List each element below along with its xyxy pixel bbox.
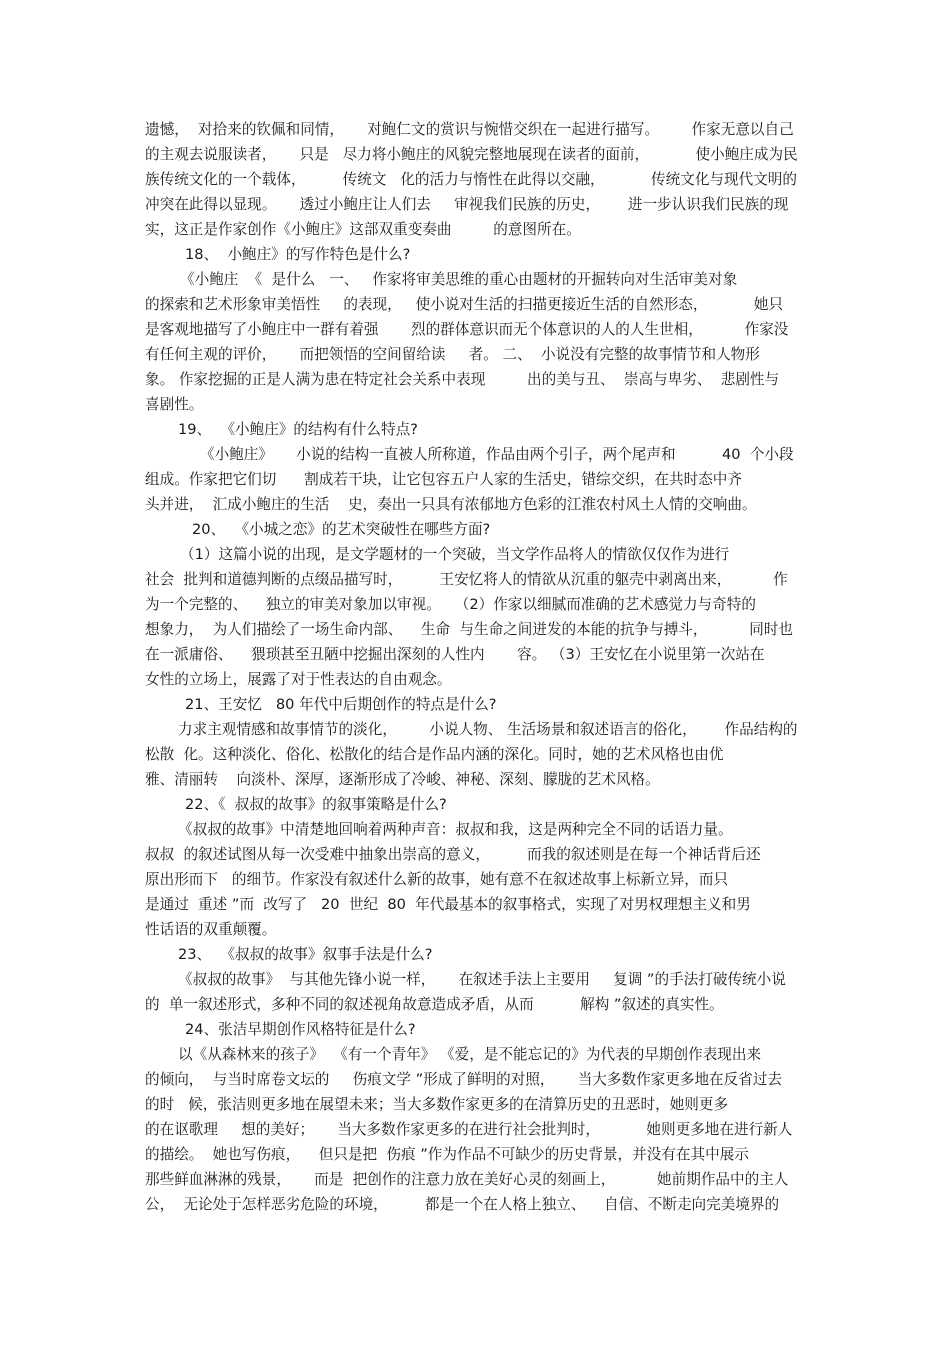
text-line: 松散 化。这种淡化、俗化、松散化的结合是作品内涵的深化。同时，她的艺术风格也由优: [145, 746, 724, 763]
text-line: 的 单一叙述形式，多种不同的叙述视角故意造成矛盾，从而 解构 ”叙述的真实性。: [145, 996, 724, 1013]
text-line: 遗憾， 对拾来的钦佩和同情， 对鲍仁文的赏识与惋惜交织在一起进行描写。 作家无意以自己: [145, 121, 794, 138]
text-line: 的倾向， 与当时席卷文坛的 伤痕文学 ”形成了鲜明的对照， 当大多数作家更多地在反省过去: [145, 1071, 783, 1088]
text-line: 的主观去说服读者， 只是 尽力将小鲍庄的风貌完整地展现在读者的面前， 使小鲍庄成为民: [145, 146, 798, 163]
text-line: （1）这篇小说的出现，是文学题材的一个突破，当文学作品将人的情欲仅仅作为进行: [180, 546, 730, 563]
question-heading: 24、张洁早期创作风格特征是什么?: [185, 1021, 416, 1038]
question-heading: 18、 小鲍庄》的写作特色是什么?: [185, 246, 411, 263]
text-line: 《叔叔的故事》中清楚地回响着两种声音：叔叔和我，这是两种完全不同的话语力量。: [178, 821, 733, 838]
text-line: 叔叔 的叙述试图从每一次受难中抽象出崇高的意义， 而我的叙述则是在每一个神话背后还: [145, 846, 761, 863]
text-line: 有任何主观的评价， 而把领悟的空间留给读 者。 二、 小说没有完整的故事情节和人物形: [145, 346, 760, 363]
question-heading: 21、王安忆 80 年代中后期创作的特点是什么?: [185, 696, 497, 713]
question-heading: 19、 《小鲍庄》的结构有什么特点?: [178, 421, 418, 438]
question-heading: 22、《 叔叔的故事》的叙事策略是什么?: [185, 796, 447, 813]
text-line: 族传统文化的一个载体， 传统文 化的活力与惰性在此得以交融， 传统文化与现代文明的: [145, 171, 797, 188]
text-line: 女性的立场上，展露了对于性表达的自由观念。: [145, 671, 452, 688]
text-line: 雅、清丽转 向淡朴、深厚，逐渐形成了冷峻、神秘、深刻、朦胧的艺术风格。: [145, 771, 660, 788]
text-line: 原出形而下 的细节。作家没有叙述什么新的故事，她有意不在叙述故事上标新立异，而只: [145, 871, 729, 888]
text-line: 在一派庸俗、 猥琐甚至丑陋中挖掘出深刻的人性内 容。 （3）王安忆在小说里第一次站在: [145, 646, 765, 663]
text-line: 公， 无论处于怎样恶劣危险的环境， 都是一个在人格上独立、 自信、不断走向完美境界的: [145, 1196, 780, 1213]
text-line: 力求主观情感和故事情节的淡化， 小说人物、 生活场景和叙述语言的俗化， 作品结构的: [178, 721, 798, 738]
text-line: 的探索和艺术形象审美悟性 的表现， 使小说对生活的扫描更接近生活的自然形态， 她只: [145, 296, 784, 313]
text-line: 组成。作家把它们切 割成若干块，让它包容五户人家的生活史，错综交织，在共时态中齐: [145, 471, 742, 488]
text-line: 实，这正是作家创作《小鲍庄》这部双重变奏曲 的意图所在。: [145, 221, 581, 238]
text-line: 头并进， 汇成小鲍庄的生活 史，奏出一只具有浓郁地方色彩的江淮农村风土人情的交响曲。: [145, 496, 757, 513]
text-line: 社会 批判和道德判断的点缀品描写时， 王安忆将人的情欲从沉重的躯壳中剥离出来， 作: [145, 571, 788, 588]
text-line: 的描绘。 她也写伤痕， 但只是把 伤痕 ”作为作品不可缺少的历史背景，并没有在其中展示: [145, 1146, 749, 1163]
text-line: 的时 候，张洁则更多地在展望未来；当大多数作家更多的在清算历史的丑恶时，她则更多: [145, 1096, 729, 1113]
text-line: 想象力， 为人们描绘了一场生命内部、 生命 与生命之间迸发的本能的抗争与搏斗， 同时也: [145, 621, 794, 638]
text-line: 的在讴歌理 想的美好； 当大多数作家更多的在进行社会批判时， 她则更多地在进行新人: [145, 1121, 793, 1138]
text-line: 冲突在此得以显现。 透过小鲍庄让人们去 审视我们民族的历史， 进一步认识我们民族的现: [145, 196, 789, 213]
text-line: 喜剧性。: [145, 396, 204, 413]
text-line: 象。 作家挖掘的正是人满为患在特定社会关系中表现 出的美与丑、 崇高与卑劣、 悲剧性与: [145, 371, 780, 388]
text-line: 那些鲜血淋淋的残景， 而是 把创作的注意力放在美好心灵的刻画上， 她前期作品中的主人: [145, 1171, 789, 1188]
question-heading: 23、 《叔叔的故事》叙事手法是什么?: [178, 946, 433, 963]
text-line: 以《从森林来的孩子》 《有一个青年》 《爱，是不能忘记的》为代表的早期创作表现出来: [178, 1046, 762, 1063]
text-line: 《小鲍庄》 小说的结构一直被人所称道，作品由两个引子，两个尾声和 40 个小段: [200, 446, 794, 463]
text-line: 为一个完整的、 独立的审美对象加以审视。 （2）作家以细腻而准确的艺术感觉力与奇特的: [145, 596, 756, 613]
text-line: 《小鲍庄 《 是什么 一、 作家将审美思维的重心由题材的开掘转向对生活审美对象: [180, 271, 738, 288]
text-line: 《叔叔的故事》 与其他先锋小说一样， 在叙述手法上主要用 复调 ”的手法打破传统小说: [178, 971, 786, 988]
text-line: 是客观地描写了小鲍庄中一群有着强 烈的群体意识而无个体意识的人的人生世相， 作家没: [145, 321, 789, 338]
question-heading: 20、 《小城之恋》的艺术突破性在哪些方面?: [192, 521, 491, 538]
text-line: 性话语的双重颠覆。: [145, 921, 277, 938]
text-line: 是通过 重述 ”而 改写了 20 世纪 80 年代最基本的叙事格式，实现了对男权理想主义和男: [145, 896, 751, 913]
